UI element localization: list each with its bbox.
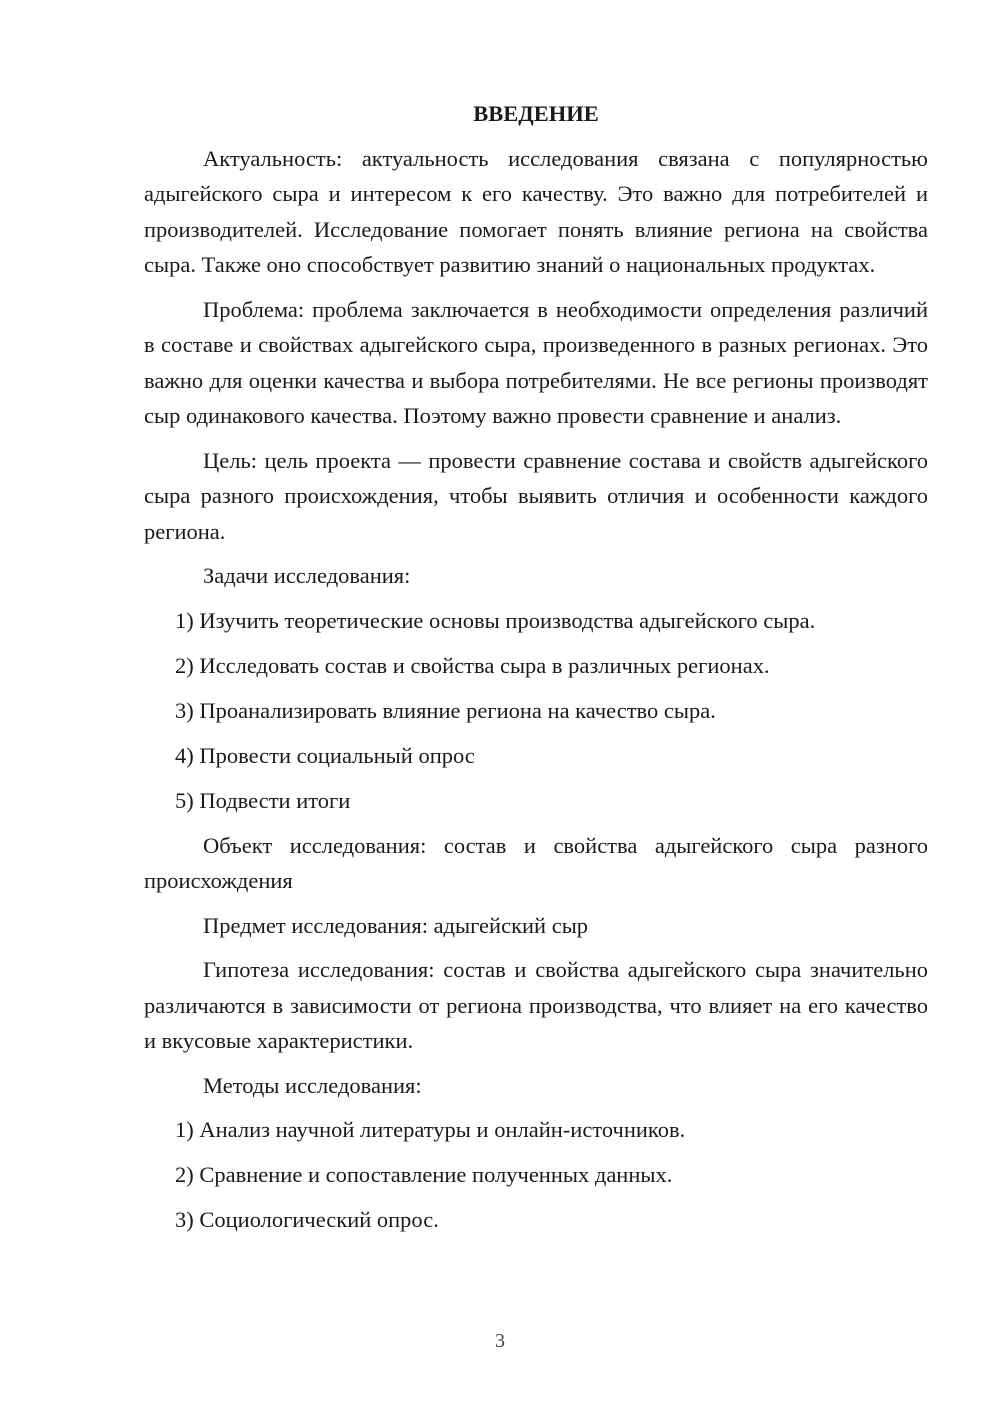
page-title: ВВЕДЕНИЕ [473,101,599,126]
relevance-paragraph: Актуальность: актуальность исследования связана с популярностью адыгейского сыра и интересом к его качеству. Это важно для потребителей и производителей. Исследование помогает понять влияние региона на свойства сыра. Также оно способствует развитию знаний о национальных продуктах. [144,145,928,277]
list-item: 4) Провести социальный опрос [175,742,475,768]
methods-list [144,1112,928,1238]
document-page [144,96,928,1247]
list-item: 1) Анализ научной литературы и онлайн-источников. [175,1117,686,1142]
list-item: 2) Сравнение и сопоставление полученных данных. [175,1162,673,1187]
page-number: 3 [495,1330,505,1352]
list-item: 3) Проанализировать влияние региона на качество сыра. [175,697,716,723]
list-item: 5) Подвести итоги [175,787,351,813]
list-item: 1) Изучить теоретические основы производства адыгейского сыра. [175,607,816,633]
problem-paragraph: Проблема: проблема заключается в необходимости определения различий в составе и свойствах адыгейского сыра, произведенного в разных регионах. Это важно для оценки качества и выбора потребителями. Не все регионы производят сыр одинакового качества. Поэтому важно провести сравнение и анализ. [144,296,928,428]
methods-heading: Методы исследования: [203,1072,422,1098]
tasks-list [144,603,928,819]
tasks-heading: Задачи исследования: [203,563,411,588]
subject-paragraph: Предмет исследования: адыгейский сыр [203,912,589,938]
object-paragraph: Объект исследования: состав и свойства адыгейского сыра разного происхождения [144,832,928,893]
list-item: 2) Исследовать состав и свойства сыра в различных регионах. [175,652,770,678]
list-item: 3) Социологический опрос. [175,1207,439,1232]
hypothesis-paragraph: Гипотеза исследования: состав и свойства адыгейского сыра значительно различаются в зависимости от региона производства, что влияет на его качество и вкусовые характеристики. [144,957,928,1053]
goal-paragraph: Цель: цель проекта — провести сравнение состава и свойств адыгейского сыра разного происхождения, чтобы выявить отличия и особенности каждого региона. [144,447,928,544]
